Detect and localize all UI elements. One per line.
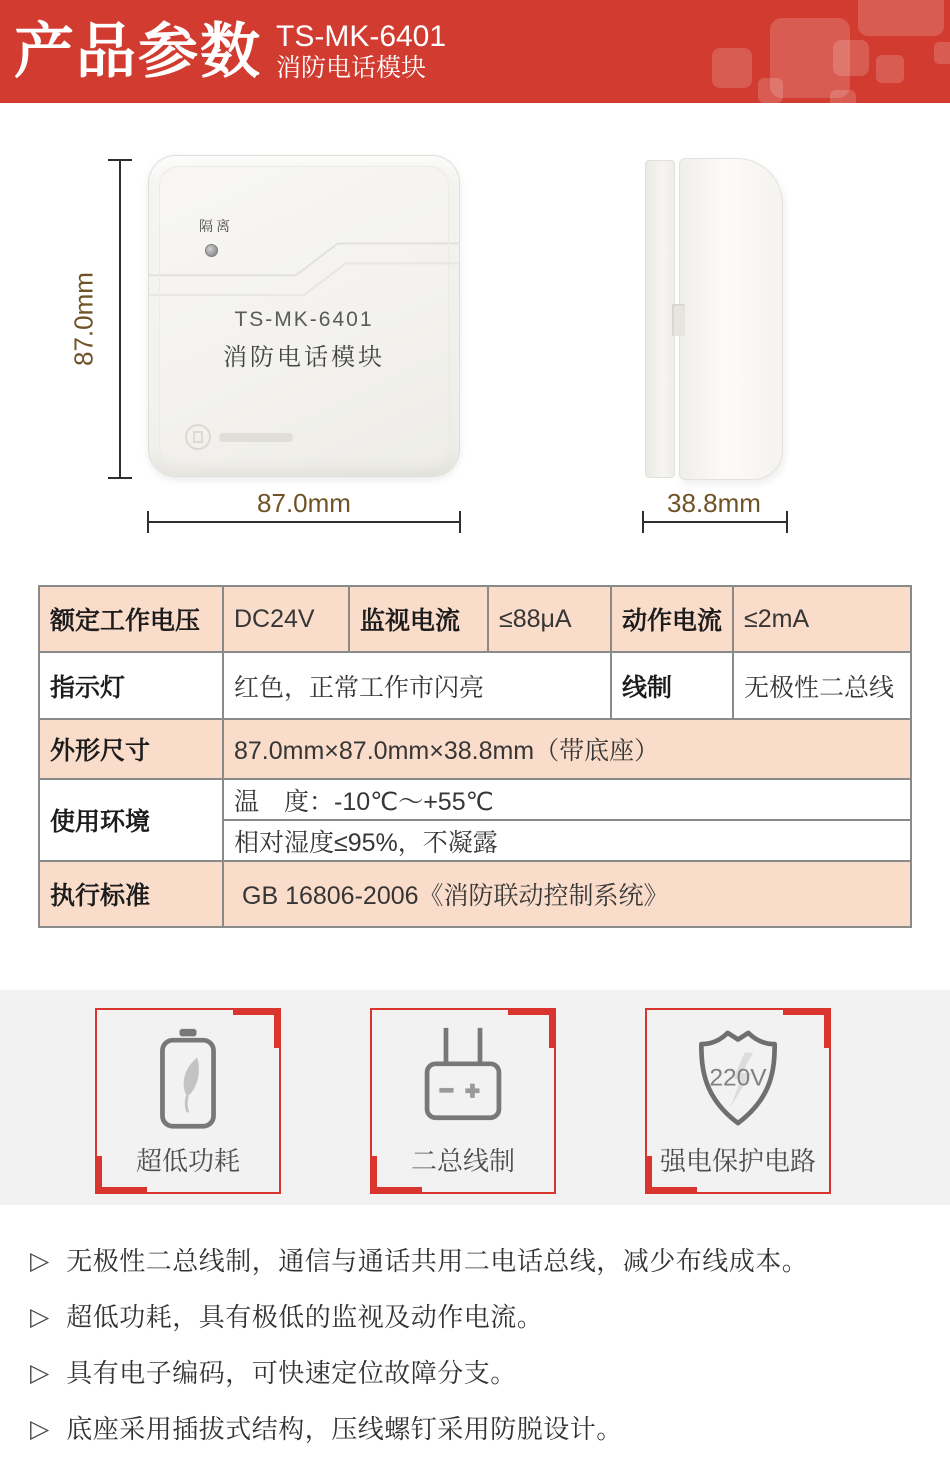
bullet-item [30, 1299, 930, 1335]
bullet-item [30, 1243, 930, 1279]
feature-label: 强电保护电路 [659, 1146, 816, 1176]
spec-value-wiring: 无极性二总线 [734, 653, 910, 718]
header-subtitle [276, 20, 446, 83]
spec-value-indicator: 红色，正常工作市闪亮 [224, 653, 610, 718]
bullet-item [30, 1355, 930, 1391]
depth-dimension-line [643, 521, 787, 523]
side-view-image [645, 158, 783, 480]
feature-label: 超低功耗 [135, 1146, 240, 1176]
bullet-item [30, 1411, 930, 1447]
feature-card-low-power [95, 1008, 281, 1194]
bullet-text: 具有电子编码，可快速定位故障分支。 [66, 1358, 517, 1388]
triangle-bullet-icon: ▷ [30, 1359, 50, 1387]
depth-dimension-tick-right [786, 511, 788, 533]
watermark-logo-ring [185, 424, 211, 450]
width-dimension-label: 87.0mm [257, 488, 351, 518]
spec-value-action-current: ≤2mA [734, 587, 910, 651]
indicator-led [205, 244, 218, 257]
watermark-wordmark [219, 433, 293, 442]
side-base-slab [645, 160, 675, 478]
product-model: TS-MK-6401 [276, 20, 447, 53]
front-model-text: TS-MK-6401 [234, 308, 374, 331]
feature-card-two-bus [370, 1008, 556, 1194]
feature-bullets [0, 1205, 950, 1467]
side-body-slab [679, 158, 783, 480]
header-banner [0, 0, 950, 103]
shield-220v-icon [691, 1026, 785, 1130]
bullet-text: 无极性二总线制，通信与通话共用二电话总线，减少布线成本。 [66, 1246, 809, 1276]
width-dimension-line [148, 521, 460, 523]
spec-label-rated-voltage: 额定工作电压 [40, 587, 222, 651]
product-name: 消防电话模块 [276, 54, 427, 82]
spec-label-indicator: 指示灯 [40, 653, 222, 718]
height-dimension-line [119, 160, 121, 478]
depth-dimension-label: 38.8mm [667, 488, 761, 518]
isolation-label: 隔离 [199, 218, 233, 234]
bullet-text: 底座采用插拔式结构，压线螺钉采用防脱设计。 [66, 1414, 623, 1444]
height-dimension-label: 87.0mm [68, 272, 99, 366]
spec-label-environment: 使用环境 [40, 780, 222, 860]
spec-table [38, 585, 912, 928]
spec-value-dimensions: 87.0mm×87.0mm×38.8mm（带底座） [224, 720, 910, 778]
spec-value-monitor-current: ≤88μA [489, 587, 610, 651]
height-dimension-tick-top [108, 159, 132, 161]
bullet-text: 超低功耗，具有极低的监视及动作电流。 [66, 1302, 544, 1332]
triangle-bullet-icon: ▷ [30, 1247, 50, 1275]
shield-voltage-text: 220V [709, 1064, 767, 1092]
front-view-image [148, 155, 460, 477]
spec-value-humidity: 相对湿度≤95%，不凝露 [224, 821, 910, 860]
feature-label: 二总线制 [410, 1146, 515, 1176]
feature-card-surge-protection [645, 1008, 831, 1194]
spec-label-standard: 执行标准 [40, 862, 222, 926]
triangle-bullet-icon: ▷ [30, 1303, 50, 1331]
features-band [0, 990, 950, 1205]
spec-value-rated-voltage: DC24V [224, 587, 348, 651]
spec-label-dimensions: 外形尺寸 [40, 720, 222, 778]
spec-value-standard: GB 16806-2006《消防联动控制系统》 [224, 862, 910, 926]
two-bus-module-icon [415, 1026, 511, 1130]
spec-label-monitor-current: 监视电流 [350, 587, 487, 651]
triangle-bullet-icon: ▷ [30, 1415, 50, 1443]
front-name-text: 消防电话模块 [223, 344, 385, 371]
height-dimension-tick-bottom [108, 477, 132, 479]
width-dimension-tick-left [147, 511, 149, 533]
spec-label-wiring: 线制 [612, 653, 732, 718]
depth-dimension-tick-left [642, 511, 644, 533]
spec-value-temperature: 温 度：-10℃～+55℃ [224, 780, 910, 819]
width-dimension-tick-right [459, 511, 461, 533]
brand-watermark [185, 424, 293, 450]
side-latch-notch [672, 304, 685, 336]
page-title: 产品参数 [14, 17, 262, 85]
battery-leaf-icon [154, 1026, 222, 1130]
spec-label-action-current: 动作电流 [612, 587, 732, 651]
product-views-section [0, 103, 950, 585]
